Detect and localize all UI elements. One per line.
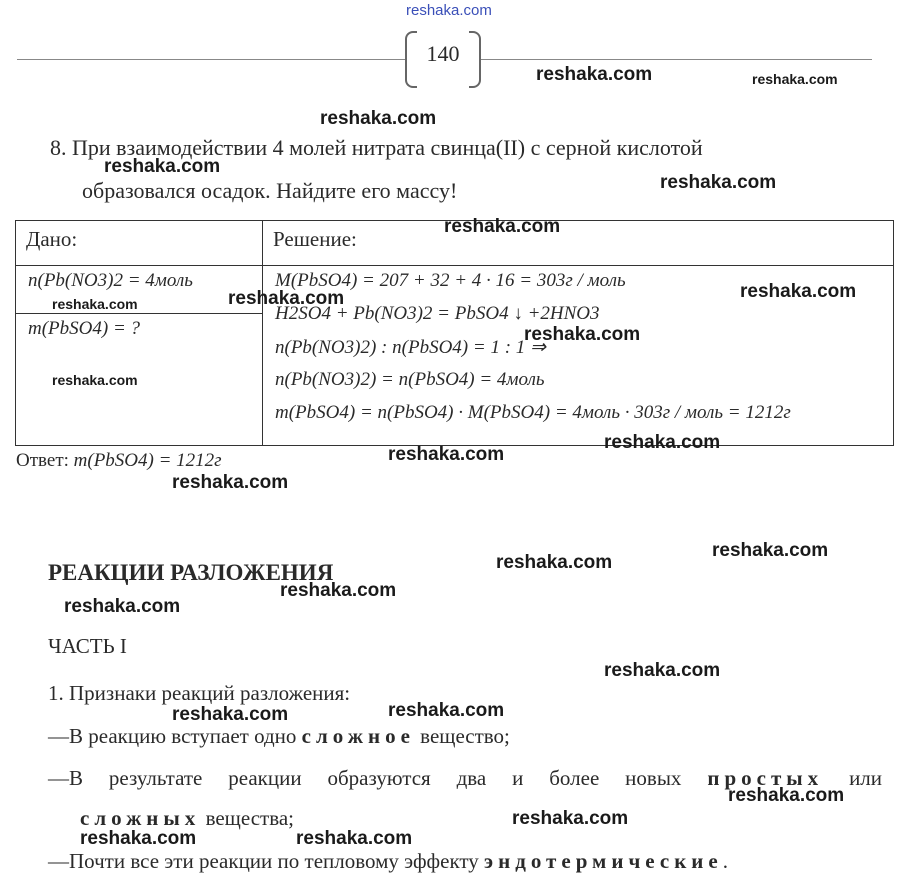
watermark: reshaka.com [712,540,829,561]
task-line-2: образовался осадок. Найдите его массу! [82,178,458,203]
watermark: reshaka.com [172,704,289,725]
watermark: reshaka.com [172,472,289,493]
task-line-1: При взаимодействии 4 молей нитрата свинца(II) с серной кислотой [72,135,703,160]
solution-header: Решение: [273,227,357,251]
watermark: reshaka.com [228,288,345,309]
watermark: reshaka.com [280,580,397,601]
section-title: РЕАКЦИИ РАЗЛОЖЕНИЯ [48,560,334,585]
part-label: ЧАСТЬ I [48,634,127,658]
answer-value: m(PbSO4) = 1212г [73,450,222,471]
answer [16,450,222,472]
task-number: 8. [50,135,67,160]
watermark: reshaka.com [52,296,138,312]
watermark: reshaka.com [660,172,777,193]
emphasis-word: эндотермические [484,849,723,873]
solution-line: n(Pb(NO3)2) : n(PbSO4) = 1 : 1 ⇒ [275,337,546,358]
given-2: m(PbSO4) = ? [28,318,141,339]
watermark: reshaka.com [512,808,629,829]
given-header: Дано: [26,227,78,251]
page-number: 140 [426,41,460,66]
watermark: reshaka.com [524,324,641,345]
bullet-text: вещество; [420,724,510,748]
watermark: reshaka.com [296,828,413,849]
bullet-text: или [849,766,883,790]
signs-heading: 1. Признаки реакций разложения: [48,681,351,705]
watermark: reshaka.com [604,432,721,453]
bullet-text: —В результате реакции образуются два и более новых [48,766,682,790]
page-number-box [405,31,481,86]
solution-table [15,220,894,446]
emphasis-word: простых [707,766,824,790]
site-link[interactable]: reshaka.com [406,2,492,19]
watermark: reshaka.com [388,444,505,465]
bullet-text: —В реакцию вступает одно [48,724,297,748]
watermark: reshaka.com [64,596,181,617]
watermark: reshaka.com [80,828,197,849]
bullet-3 [48,849,882,874]
given-1: n(Pb(NO3)2 = 4моль [28,270,193,291]
watermark: reshaka.com [496,552,613,573]
watermark: reshaka.com [604,660,721,681]
watermark: reshaka.com [104,156,221,177]
watermark: reshaka.com [388,700,505,721]
watermark: reshaka.com [728,785,845,806]
watermark: reshaka.com [536,64,653,85]
watermark: reshaka.com [752,71,838,87]
watermark: reshaka.com [52,372,138,388]
solution-line: n(Pb(NO3)2) = n(PbSO4) = 4моль [275,369,545,390]
solution-line: M(PbSO4) = 207 + 32 + 4 · 16 = 303г / моль [275,270,626,291]
emphasis-word: сложное [301,724,415,748]
solution-line: H2SO4 + Pb(NO3)2 = PbSO4 ↓ +2HNO3 [275,303,600,324]
emphasis-word: сложных [80,806,201,830]
watermark: reshaka.com [444,216,561,237]
watermark: reshaka.com [320,108,437,129]
bullet-text: . [722,849,728,873]
bullet-text: —Почти все эти реакции по тепловому эффекту [48,849,479,873]
bullet-text: вещества; [205,806,294,830]
header-rule-left [17,59,405,60]
bullet-1 [48,724,882,749]
header-rule-right [481,59,872,60]
watermark: reshaka.com [740,281,857,302]
solution-line: m(PbSO4) = n(PbSO4) · M(PbSO4) = 4моль · 303г / моль = 1212г [275,402,791,423]
answer-label: Ответ: [16,450,69,471]
